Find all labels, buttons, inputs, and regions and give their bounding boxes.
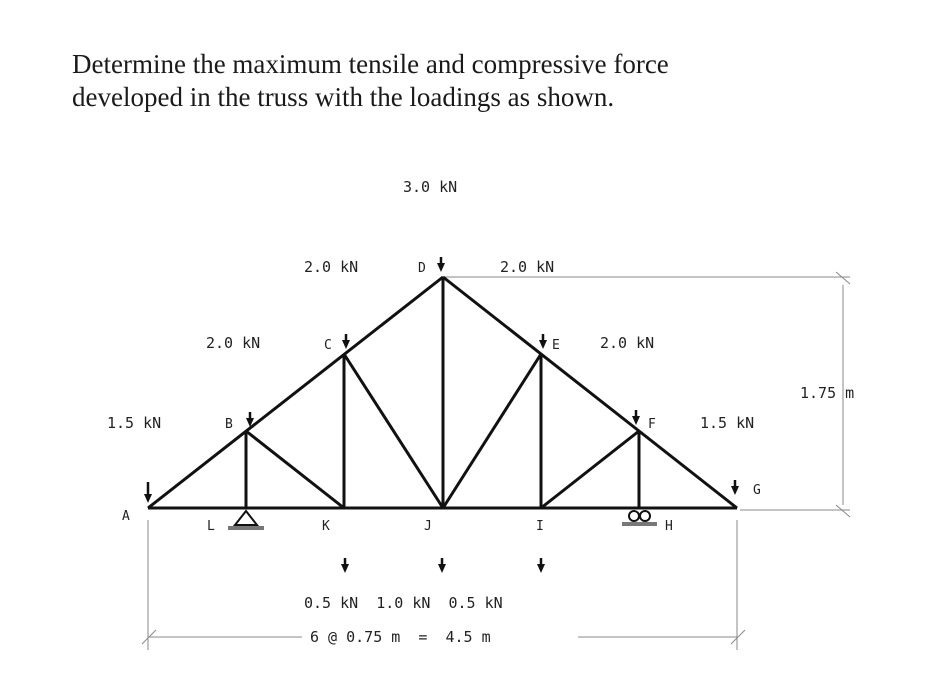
load-arrow-e	[539, 334, 547, 349]
node-label-b: B	[225, 417, 233, 432]
load-arrow-d	[437, 257, 445, 272]
load-label-d: 3.0 kN	[403, 178, 458, 196]
load-arrow-k	[341, 558, 349, 573]
load-arrow-f	[632, 410, 640, 425]
node-label-d: D	[418, 261, 426, 276]
member-bk	[246, 431, 344, 508]
load-label-b: 1.5 kN	[107, 414, 162, 432]
roller-support-h	[622, 511, 657, 524]
load-label-de: 2.0 kN	[500, 258, 555, 276]
member-cj	[344, 354, 443, 508]
pin-support-l	[228, 511, 264, 528]
problem-line-1: Determine the maximum tensile and compressive force	[72, 49, 669, 79]
load-arrow-j	[438, 558, 446, 573]
node-label-a: A	[122, 509, 130, 524]
height-tick-bottom	[836, 505, 850, 517]
load-label-cd: 2.0 kN	[304, 258, 359, 276]
height-tick-top	[836, 272, 850, 284]
node-label-j: J	[424, 519, 432, 534]
top-chord-right	[443, 277, 737, 508]
node-label-g: G	[753, 483, 761, 498]
node-label-c: C	[324, 338, 332, 353]
top-chord-left	[148, 277, 443, 508]
load-arrow-c	[342, 334, 350, 349]
node-label-e: E	[552, 338, 560, 353]
load-arrow-g	[731, 480, 739, 495]
node-label-l: L	[207, 519, 215, 534]
load-label-c: 2.0 kN	[206, 334, 261, 352]
node-label-k: K	[322, 519, 330, 534]
node-label-h: H	[665, 519, 673, 534]
problem-line-2: developed in the truss with the loadings as shown.	[72, 82, 615, 112]
load-label-f: 1.5 kN	[700, 414, 755, 432]
load-label-bottom: 0.5 kN 1.0 kN 0.5 kN	[304, 594, 503, 612]
member-fi	[541, 431, 639, 508]
height-dimension-label: 1.75 m	[800, 384, 855, 402]
member-ej	[443, 354, 541, 508]
node-label-i: I	[536, 519, 544, 534]
node-label-f: F	[648, 417, 656, 432]
load-label-e: 2.0 kN	[600, 334, 655, 352]
span-dimension-label: 6 @ 0.75 m = 4.5 m	[310, 628, 491, 646]
load-arrow-a	[144, 482, 152, 503]
load-arrow-i	[537, 558, 545, 573]
